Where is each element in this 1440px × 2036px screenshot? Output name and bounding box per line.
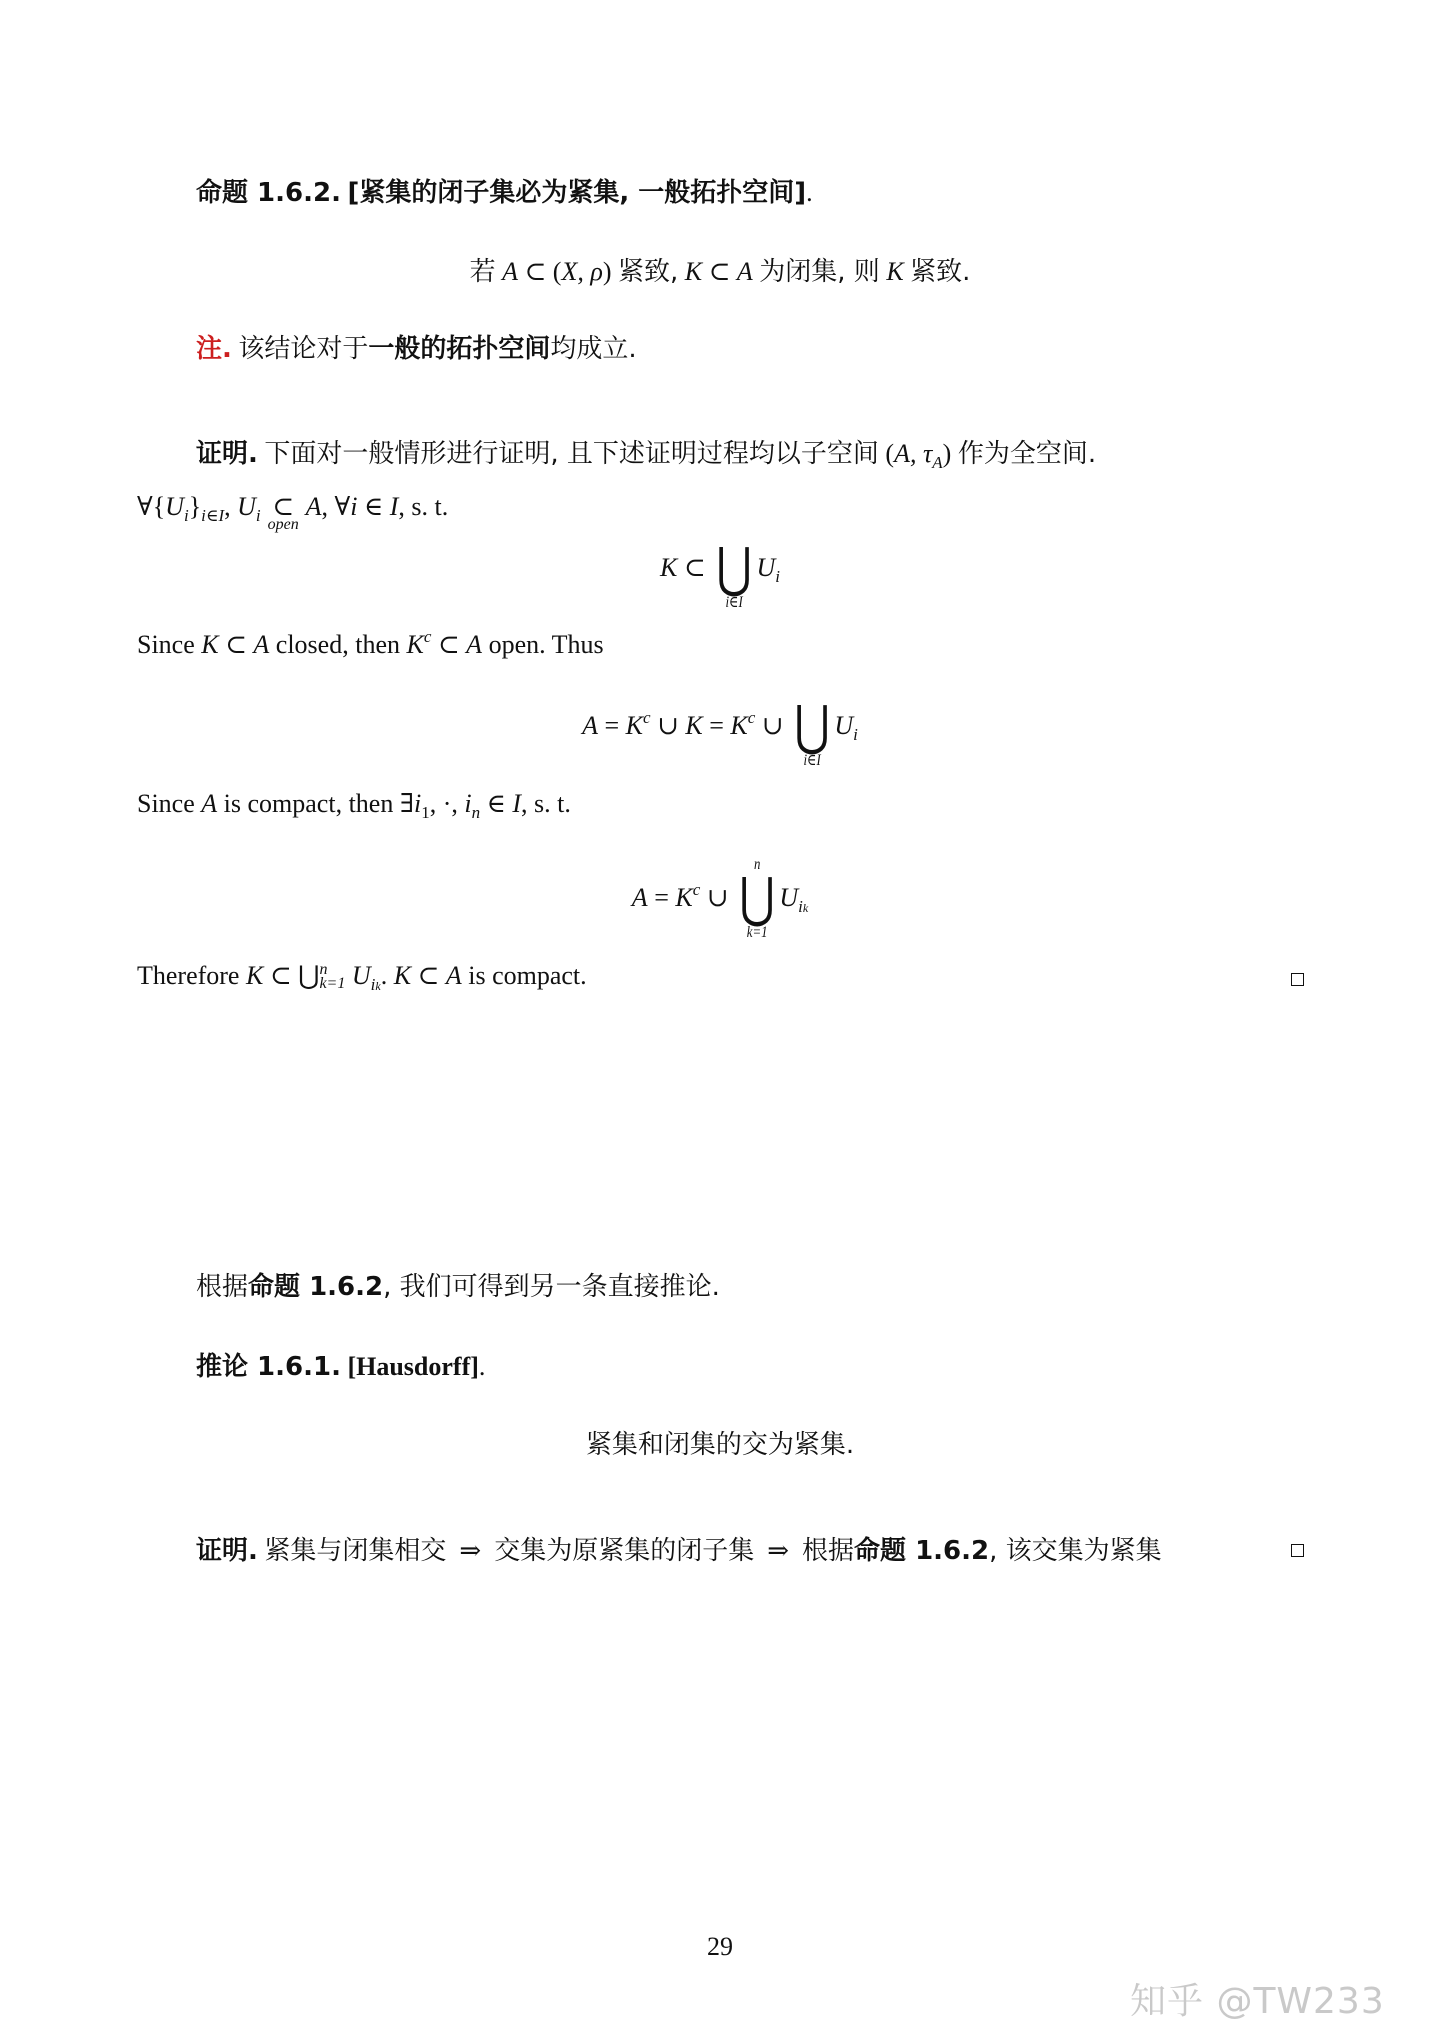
corollary-statement: 紧集和闭集的交为紧集. [585, 1430, 855, 1460]
proof1-intro: 证明. 下面对一般情形进行证明, 且下述证明过程均以子空间 (A, $\tau_A$) 作为全空间. [196, 439, 1097, 472]
note: 注. 该结论对于一般的拓扑空间均成立. [196, 334, 637, 364]
proof1-since-compact: Since A is compact, then $\exists i_1$, ·, $i_n$ ∈ I, s. t. [137, 789, 571, 822]
qed-mark-1 [1291, 973, 1304, 986]
qed-mark-2 [1291, 1544, 1304, 1557]
corollary-title: [Hausdorff] [347, 1352, 479, 1381]
proof2: 证明. 紧集与闭集相交 ⇒ 交集为原紧集的闭子集 ⇒ 根据命题 1.6.2, 该交集为紧集 [196, 1536, 1162, 1566]
proposition-title: [紧集的闭子集必为紧集, 一般拓扑空间] [347, 178, 807, 208]
proposition-heading: 命题 1.6.2. [紧集的闭子集必为紧集, 一般拓扑空间]. [196, 178, 813, 208]
page-number: 29 [707, 1932, 733, 1961]
corollary-intro: 根据命题 1.6.2, 我们可得到另一条直接推论. [196, 1272, 720, 1302]
corollary-label: 推论 1.6.1. [196, 1352, 341, 1382]
note-label: 注. [196, 334, 232, 364]
corollary-heading: 推论 1.6.1. [Hausdorff]. [196, 1352, 486, 1382]
open-subscript: open [267, 516, 299, 533]
watermark: 知乎 @TW233 [1130, 1981, 1385, 2022]
proof1-forall-line: $\forall\{U_i\}_{i\in I}$, $U_i$ ⊂ open A, ∀i ∈ I, s. t. [137, 492, 449, 533]
proof1-conclusion: Therefore K ⊂ ⋃ n k=1 $U_{ik}$. K ⊂ A is compact. [137, 961, 587, 994]
proof1-since-closed: Since K ⊂ A closed, then $K^c$ ⊂ A open. Thus [137, 627, 604, 659]
proof1-label: 证明. [196, 439, 258, 469]
equation-union: $A = K^c$ ∪ $K = K^c$ ∪ ⋃ i∈I $U_i$ [582, 696, 858, 769]
proof2-label: 证明. [196, 1536, 258, 1566]
corollary-intro-ref: 命题 1.6.2 [248, 1272, 384, 1302]
note-emphasis: 一般的拓扑空间 [368, 334, 551, 364]
proposition-statement: 若 A ⊂ (X, ρ) 紧致, K ⊂ A 为闭集, 则 K 紧致. [469, 257, 971, 287]
proposition-label: 命题 1.6.2. [196, 178, 341, 208]
equation-finite-cover: $A = K^c$ ∪ ⋃ n k=1 $U_{ik}$ [631, 856, 809, 941]
equation-cover: K ⊂ ⋃ i∈I $U_i$ [660, 538, 780, 611]
